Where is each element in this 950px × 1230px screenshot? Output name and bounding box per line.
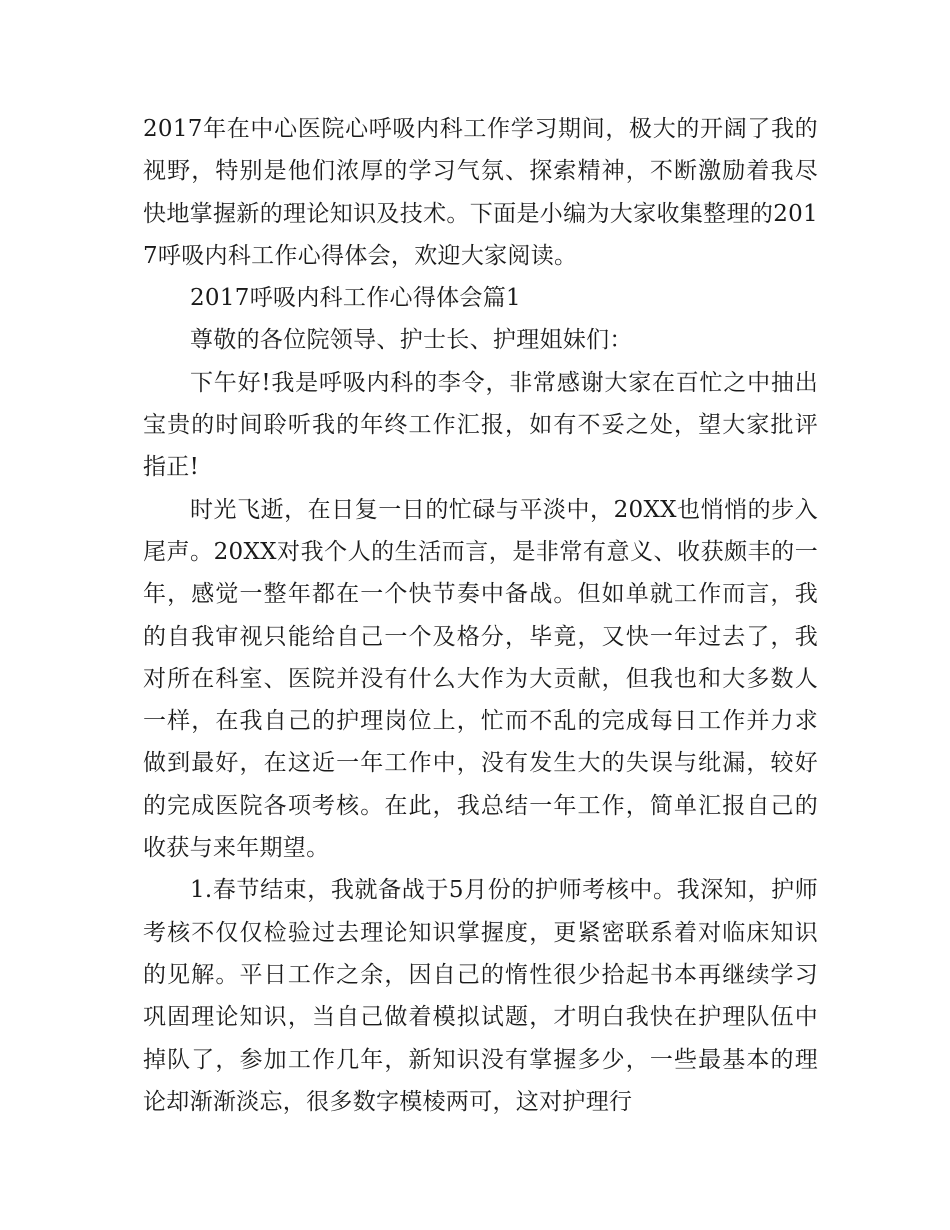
item-1-paragraph: 1.春节结束，我就备战于5月份的护师考核中。我深知，护师考核不仅仅检验过去理论知识掌握度，更紧密联系着对临床知识的见解。平日工作之余，因自己的惰性很少拾起书本再继续学习巩固理论知识，当自己做着模拟试题，才明白我快在护理队伍中掉队了，参加工作几年，新知识没有掌握多少，一些最基本的理论却渐渐淡忘，很多数字模棱两可，这对护理行	[143, 877, 818, 1115]
salutation-paragraph: 尊敬的各位院领导、护士长、护理姐妹们：	[190, 327, 633, 354]
intro-paragraph: 2017年在中心医院心呼吸内科工作学习期间，极大的开阔了我的视野，特别是他们浓厚的学习气氛、探索精神，不断激励着我尽快地掌握新的理论知识及技术。下面是小编为大家收集整理的2017呼吸内科工作心得体会，欢迎大家阅读。	[143, 116, 818, 269]
greeting-paragraph: 下午好!我是呼吸内科的李令，非常感谢大家在百忙之中抽出宝贵的时间聆听我的年终工作汇报，如有不妥之处，望大家批评指正!	[143, 369, 818, 481]
section-heading: 2017呼吸内科工作心得体会篇1	[190, 285, 521, 312]
summary-paragraph: 时光飞逝，在日复一日的忙碌与平淡中，20XX也悄悄的步入尾声。20XX对我个人的生活而言，是非常有意义、收获颇丰的一年，感觉一整年都在一个快节奏中备战。但如单就工作而言，我的自我审视只能给自己一个及格分，毕竟，又快一年过去了，我对所在科室、医院并没有什么大作为大贡献，但我也和大多数人一样，在我自己的护理岗位上，忙而不乱的完成每日工作并力求做到最好，在这近一年工作中，没有发生大的失误与纰漏，较好的完成医院各项考核。在此，我总结一年工作，简单汇报自己的收获与来年期望。	[143, 496, 818, 862]
document-body	[143, 108, 818, 1123]
